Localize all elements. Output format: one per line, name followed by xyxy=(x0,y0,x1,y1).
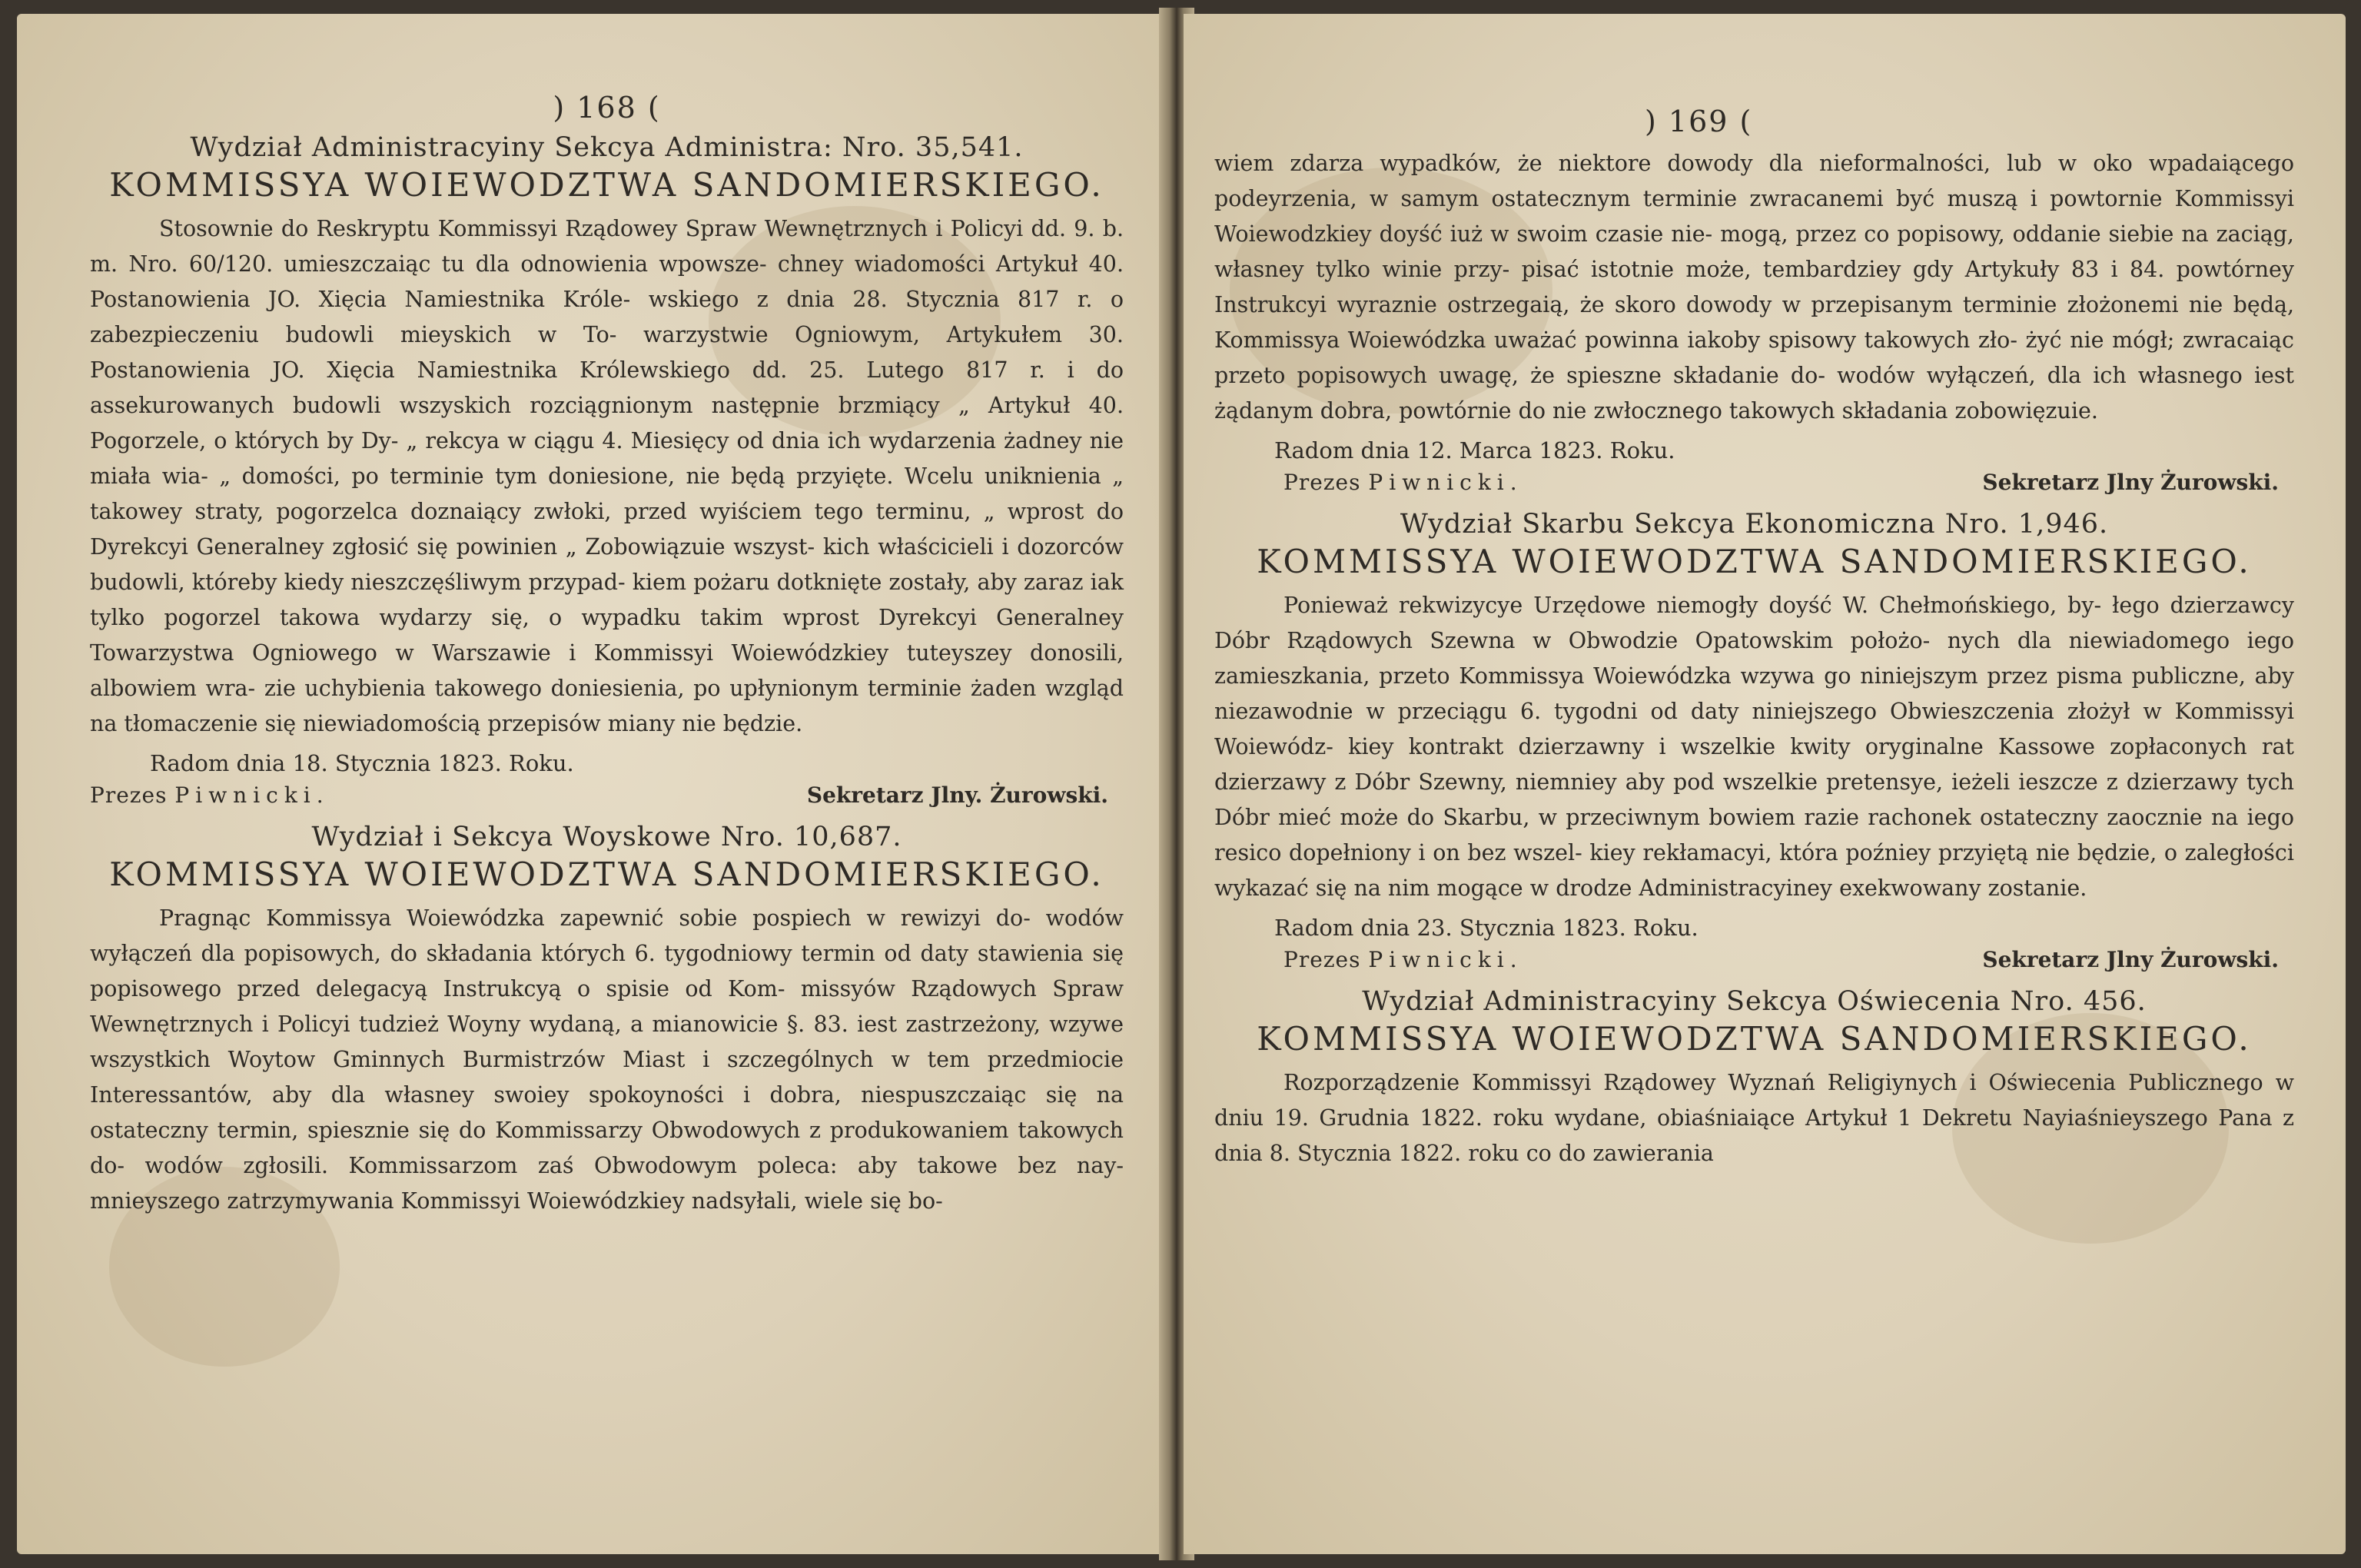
text-line: chney wiadomości Artykuł 40. Postanowienia JO. Xięcia Namiestnika Króle- xyxy=(90,251,1124,312)
text-line: wyraznie ostrzegaią, że skoro dowody w przepisanym terminie złożonemi nie xyxy=(1337,292,2223,317)
notice-header: Wydział Skarbu Sekcya Ekonomiczna Nro. 1,946. xyxy=(1400,509,2109,540)
president-name: Piwnicki. xyxy=(174,782,330,808)
signature-line xyxy=(90,780,1124,811)
president-label: Prezes xyxy=(90,782,168,808)
left-page xyxy=(17,14,1170,1554)
text-line: Stosownie do Reskryptu Kommissyi Rządowey Spraw Wewnętrznych xyxy=(159,216,928,241)
text-line: mnieyszego zatrzymywania Kommissyi Woiewódzkiey nadsyłali, wiele się bo- xyxy=(90,1188,943,1214)
text-line: Publicznego w dniu 19. Grudnia 1822. roku wydane, obiaśniaiące Artykuł 1 xyxy=(1214,1070,2295,1131)
text-line: Królewskiego dd. 25. Lutego 817 r. i do assekurowanych budowli wszyskich xyxy=(90,357,1124,418)
page-number: ) 169 ( xyxy=(1645,105,1753,138)
text-line: rozciągnionym następnie brzmiący „ Artykuł 40. Pogorzele, o których by Dy- xyxy=(90,393,1124,453)
text-line: rat dzierzawy z Dóbr Szewny, niemniey aby pod wszelkie pretensye, ieżeli xyxy=(1214,734,2294,795)
secretary: Sekretarz Jlny Żurowski. xyxy=(1982,470,2279,495)
notice-paragraph xyxy=(1214,1065,2294,1171)
notice-date: Radom dnia 12. Marca 1823. Roku. xyxy=(1274,437,1675,463)
text-line: ieszcze z dzierzawy tych Dóbr mieć może do Skarbu, w przeciwnym bowiem xyxy=(1214,769,2294,830)
text-line: zwłocznego takowych składania zobowięzuie. xyxy=(1593,398,2098,424)
notice-paragraph xyxy=(90,211,1124,742)
text-line: „ takowey straty, pogorzelca doznaiący zwłoki, przed wyiściem tego terminu, xyxy=(90,463,1124,524)
notice-administracyiny xyxy=(90,132,1124,811)
text-line: „ wprost do Dyrekcyi Generalney zgłosić się powinien „ Zobowiązuie wszyst- xyxy=(90,499,1124,560)
text-line: Pragnąc Kommissya Woiewódzka zapewnić sobie pospiech w rewizyi do- xyxy=(159,905,1031,931)
text-line: żyć nie mógł; zwracaiąc przeto popisowych uwagę, że spieszne składanie do- xyxy=(1214,327,2294,388)
notice-title: KOMMISSYA WOIEWODZTWA SANDOMIERSKIEGO. xyxy=(109,855,1104,893)
president xyxy=(1214,467,1523,498)
signature-line xyxy=(1214,945,2294,975)
notice-continuation xyxy=(1214,146,2294,498)
text-line: na nim mogące w drodze Administracyiney exekwowany zostanie. xyxy=(1353,875,2087,901)
right-page-text xyxy=(1214,14,2294,1554)
text-line: mogą, przez co popisowy, oddanie siebie na zaciąg, własney tylko winie przy- xyxy=(1214,221,2294,282)
text-line: wodów zgłosili. Kommissarzom zaś Obwodowym poleca: aby takowe bez nay- xyxy=(144,1153,1124,1178)
notice-paragraph xyxy=(1214,588,2294,906)
text-line: muszą i powtornie Kommissyi Woiewodzkiey doyść iuż w swoim czasie nie- xyxy=(1214,186,2295,247)
notice-header: Wydział i Sekcya Woyskowe Nro. 10,687. xyxy=(311,822,902,852)
notice-skarbu xyxy=(1214,509,2294,975)
text-line: własney swoiey spokoyności i dobra, niespuszczaiąc się na ostateczny termin, xyxy=(90,1082,1124,1143)
text-line: wzywa go niniejszym przez pisma publiczne, aby niezawodnie w przeciągu xyxy=(1214,663,2294,724)
text-line: wodów wyłączeń, dla ich własnego iest żądanym dobra, powtórnie do nie xyxy=(1214,363,2295,424)
text-line: łego dzierzawcy Dóbr Rządowych Szewna w Obwodzie Opatowskim położo- xyxy=(1214,593,2294,653)
notice-oswiecenia xyxy=(1214,986,2294,1171)
text-line: kiey rekłamacyi, która poźniey przyiętą nie będzie, o zaległości wykazać się xyxy=(1214,840,2294,901)
text-line: „ domości, po terminie tym doniesione, nie będą przyięte. Wcelu uniknienia xyxy=(219,463,1101,489)
signature-line xyxy=(1214,467,2294,498)
text-line: Ponieważ rekwizycye Urzędowe niemogły doyść W. Chełmońskiego, by- xyxy=(1283,593,2102,618)
president xyxy=(1214,945,1523,975)
notice-paragraph xyxy=(90,901,1124,1219)
president-name: Piwnicki. xyxy=(1368,470,1523,495)
left-page-text xyxy=(90,14,1124,1554)
notice-date: Radom dnia 23. Stycznia 1823. Roku. xyxy=(1274,915,1699,941)
text-line: 6. tygodni od daty niniejszego Obwieszczenia złożył w Kommissyi Woiewódz- xyxy=(1214,699,2294,759)
notice-header: Wydział Administracyiny Sekcya Administra: Nro. 35,541. xyxy=(190,132,1024,163)
text-line: kich właścicieli i dozorców budowli, któreby kiedy nieszczęśliwym przypad- xyxy=(90,534,1124,595)
text-line: i Policyi dd. 9. b. m. Nro. 60/120. umieszczaiąc tu dla odnowienia wpowsze- xyxy=(90,216,1124,277)
page-number: ) 168 ( xyxy=(553,91,661,125)
text-line: wiem zdarza wypadków, że niektore dowody dla nieformalności, lub w oko xyxy=(1214,151,2133,176)
text-line: nych dla niewiadomego iego zamieszkania, przeto Kommissya Woiewódzka xyxy=(1214,628,2295,689)
president-label: Prezes xyxy=(1283,470,1361,495)
text-line: missyów Rządowych Spraw Wewnętrznych i Policyi tudzież Woyny wydaną, xyxy=(90,976,1124,1037)
notice-title: KOMMISSYA WOIEWODZTWA SANDOMIERSKIEGO. xyxy=(1257,543,2252,580)
notice-date: Radom dnia 18. Stycznia 1823. Roku. xyxy=(150,750,574,776)
text-line: warzystwie Ogniowym, Artykułem 30. Postanowienia JO. Xięcia Namiestnika xyxy=(90,322,1124,383)
notice-body xyxy=(90,211,1124,742)
text-line: razie rachonek ostateczny zaocznie na iego resico dopełniony i on bez wszel- xyxy=(1214,805,2295,865)
text-line: wodów wyłączeń dla popisowych, do składania których 6. tygodniowy termin xyxy=(90,905,1124,966)
text-line: wpadaiącego podeyrzenia, w samym ostatecznym terminie zwracanemi być xyxy=(1214,151,2294,211)
notice-title: KOMMISSYA WOIEWODZTWA SANDOMIERSKIEGO. xyxy=(1257,1020,2252,1058)
president-label: Prezes xyxy=(1283,947,1361,972)
president-name: Piwnicki. xyxy=(1368,947,1523,972)
text-line: Dekretu Nayiaśnieyszego Pana z dnia 8. Stycznia 1822. roku co do zawierania xyxy=(1214,1105,2295,1166)
president xyxy=(90,780,330,811)
right-page xyxy=(1184,14,2346,1554)
text-line: zie uchybienia takowego doniesienia, po upłynionym terminie żaden wzgląd xyxy=(264,676,1124,701)
notice-header: Wydział Administracyiny Sekcya Oświecenia Nro. 456. xyxy=(1362,986,2147,1017)
notice-paragraph xyxy=(1214,146,2294,429)
text-line: od daty stawienia się popisowego przed delegacyą Instrukcyą o spisie od Kom- xyxy=(90,941,1124,1002)
text-line: na tłomaczenie się niewiadomością przepisów miany nie będzie. xyxy=(90,711,803,736)
text-line: się, o wypadku takim wprost Dyrekcyi Generalney Towarzystwa Ogniowego xyxy=(90,605,1124,666)
text-line: a mianowicie §. 83. iest zastrzeżony, wzywe wszystkich Woytow Gminnych xyxy=(90,1012,1124,1072)
text-line: pisać istotnie może, tembardziey gdy Artykuły 83 i 84. powtórney Instrukcyi xyxy=(1214,257,2295,317)
text-line: spiesznie się do Kommissarzy Obwodowych z produkowaniem takowych do- xyxy=(90,1118,1124,1178)
secretary: Sekretarz Jlny. Żurowski. xyxy=(806,782,1108,808)
text-line: będą, Kommissya Woiewódzka uważać powinna iakoby spisowy takowych zło- xyxy=(1214,292,2295,353)
notice-title: KOMMISSYA WOIEWODZTWA SANDOMIERSKIEGO. xyxy=(109,166,1104,204)
text-line: Rozporządzenie Kommissyi Rządowey Wyznań Religiynych i Oświecenia xyxy=(1283,1070,2117,1095)
text-line: kiem pożaru dotknięte zostały, aby zaraz iak tylko pogorzel takowa wydarzy xyxy=(90,570,1124,630)
text-line: Burmistrzów Miast i szczególnych w tem przedmiocie Interessantów, aby dla xyxy=(90,1047,1124,1108)
text-line: wskiego z dnia 28. Stycznia 817 r. o zabezpieczeniu budowli mieyskich w To- xyxy=(90,287,1124,347)
secretary: Sekretarz Jlny Żurowski. xyxy=(1982,947,2279,972)
text-line: kiey kontrakt dzierzawny i wszelkie kwity oryginalne Kassowe zopłaconych xyxy=(1348,734,2247,759)
text-line: „ rekcya w ciągu 4. Miesięcy od dnia ich wydarzenia żadney nie miała wia- xyxy=(90,428,1124,489)
text-line: w Warszawie i Kommissyi Woiewódzkiey tuteyszey donosili, albowiem wra- xyxy=(90,640,1124,701)
notice-woyskowe xyxy=(90,822,1124,1219)
